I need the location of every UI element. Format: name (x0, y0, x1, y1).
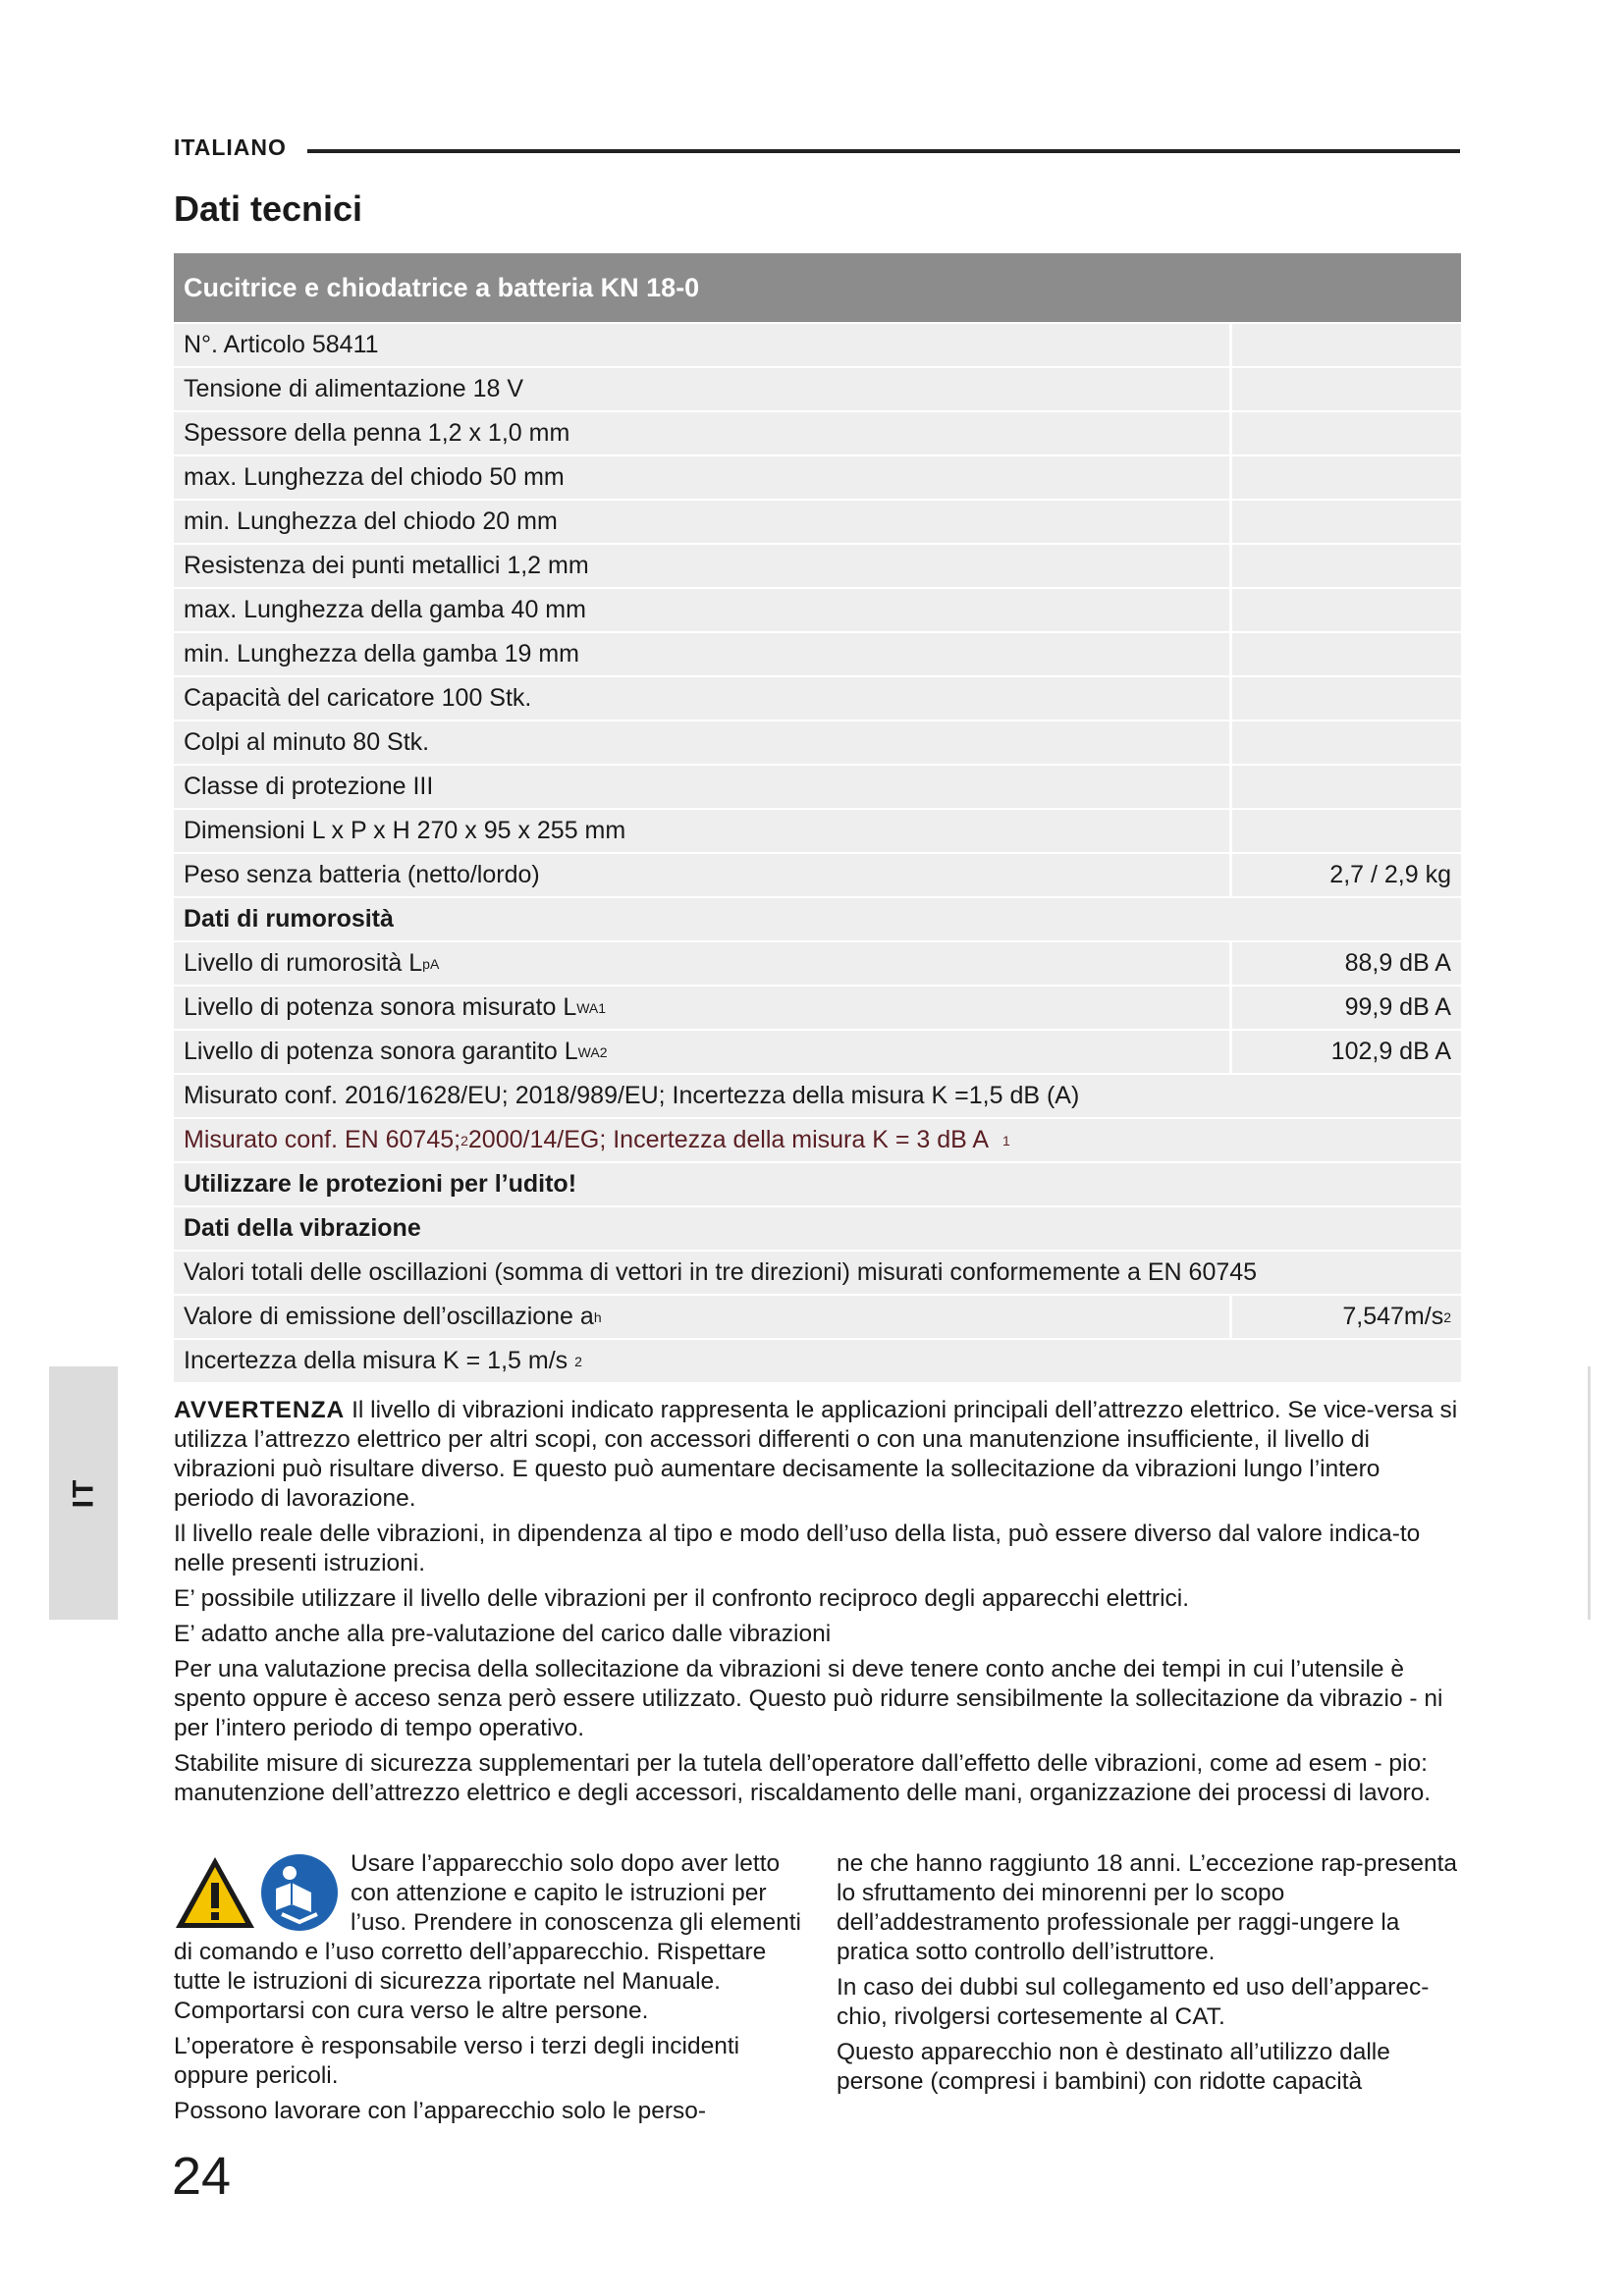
noise-note (174, 1119, 1461, 1161)
row-value (1232, 677, 1461, 720)
header-rule (307, 149, 1460, 153)
noise-heading: Dati di rumorosità (174, 898, 1461, 940)
noise-note-text: 2000/14/EG; Incertezza della misura K = 3 dB A (467, 1126, 990, 1153)
page-title: Dati tecnici (174, 188, 363, 229)
row-value-unit: m/s (1403, 1303, 1444, 1330)
row-label (174, 1031, 1229, 1073)
row-label: max. Lunghezza del chiodo 50 mm (174, 456, 1229, 499)
page-number: 24 (172, 2147, 232, 2206)
right-paragraph: In caso dei dubbi sul collegamento ed uso dell’apparec-chio, rivolgersi cortesemente al CAT. (837, 1974, 1430, 2030)
hearing-warning-row (174, 1163, 1461, 1207)
row-label: Classe di protezione III (174, 766, 1229, 808)
vibration-note-row (174, 1252, 1461, 1296)
spec-table (174, 253, 1461, 1384)
row-label: Peso senza batteria (netto/lordo) (174, 854, 1229, 896)
warning-paragraph: Il livello reale delle vibrazioni, in dipendenza al tipo e modo dell’uso della lista, può essere diverso dal valore indica-to nelle presenti istruzioni. (174, 1521, 1421, 1576)
table-row (174, 766, 1461, 810)
hearing-warning: Utilizzare le protezioni per l’udito! (174, 1163, 1461, 1205)
left-paragraph: Possono lavorare con l’apparecchio solo le perso- (174, 2098, 707, 2124)
row-label: Tensione di alimentazione 18 V (174, 368, 1229, 410)
row-value (1232, 545, 1461, 587)
noise-heading-row (174, 898, 1461, 942)
vibration-uncertainty-row (174, 1340, 1461, 1384)
row-label-text: Livello di potenza sonora misurato L (184, 993, 577, 1021)
table-row (174, 810, 1461, 854)
safety-icons (174, 1853, 341, 1934)
row-value (1232, 633, 1461, 675)
row-value (1232, 324, 1461, 366)
row-label: Dimensioni L x P x H 270 x 95 x 255 mm (174, 810, 1229, 852)
row-value: 99,9 dB A (1232, 987, 1461, 1029)
row-value-sup: 2 (1443, 1308, 1451, 1325)
left-paragraph: L’operatore è responsabile verso i terzi degli incidenti oppure pericoli. (174, 2033, 740, 2089)
header-language: ITALIANO (174, 134, 287, 160)
vibration-uncertainty-sup: 2 (574, 1353, 582, 1369)
table-row (174, 545, 1461, 589)
vibration-uncertainty-text: Incertezza della misura K = 1,5 m/s (184, 1347, 568, 1374)
noise-note-row (174, 1075, 1461, 1119)
row-value (1232, 766, 1461, 808)
row-label: Resistenza dei punti metallici 1,2 mm (174, 545, 1229, 587)
row-label-sub: pA (422, 955, 440, 972)
noise-note-sup: 2 (460, 1132, 468, 1148)
row-label-sup: 2 (599, 1043, 608, 1060)
left-paragraph: Usare l’apparecchio solo dopo aver letto con attenzione e capito le istruzioni per l’uso. Prendere in conoscenza gli elementi di comando e l’uso corretto dell’apparecchio. Rispettare tutte le istruzioni di sicurezza riportate nel Manuale. Comportarsi con cura verso le altre persone. (174, 1850, 801, 2024)
row-label: max. Lunghezza della gamba 40 mm (174, 589, 1229, 631)
side-divider (1588, 1366, 1591, 1620)
table-row (174, 589, 1461, 633)
warning-text: Il livello di vibrazioni indicato rappresenta le applicazioni principali dell’attrezzo elettrico. Se vice-versa si utilizza l’attrezzo elettrico per altri scopi, con accessori differenti o con una manutenzione insufficiente, il livello di vibrazioni può risultare diverso. E questo può aumentare decisamente la sollecitazione da vibrazioni lungo l’intero periodo di lavorazione. (174, 1397, 1458, 1512)
row-label-sub: WA (576, 999, 599, 1016)
warning-paragraph: Stabilite misure di sicurezza supplementari per la tutela dell’operatore dall’effetto delle vibrazioni, come ad esem - pio: manutenzione dell’attrezzo elettrico e degli accessori, riscaldamento delle mani, organizzazione dei processi di lavoro. (174, 1750, 1432, 1806)
row-label-sup: 1 (598, 999, 607, 1016)
warning-keyword: AVVERTENZA (174, 1397, 346, 1423)
row-value (1232, 1296, 1461, 1338)
row-value-number: 7,547 (1342, 1303, 1404, 1330)
row-label: min. Lunghezza della gamba 19 mm (174, 633, 1229, 675)
row-value (1232, 589, 1461, 631)
side-tab-label: IT (66, 1477, 99, 1509)
row-label: min. Lunghezza del chiodo 20 mm (174, 501, 1229, 543)
row-value (1232, 456, 1461, 499)
table-row (174, 1296, 1461, 1340)
noise-note-text: Misurato conf. EN 60745; (184, 1126, 461, 1153)
noise-note-row (174, 1119, 1461, 1163)
table-row (174, 987, 1461, 1031)
row-value (1232, 412, 1461, 454)
vibration-heading-row (174, 1207, 1461, 1252)
row-label: Capacità del caricatore 100 Stk. (174, 677, 1229, 720)
language-side-tab (49, 1366, 118, 1620)
table-row (174, 721, 1461, 766)
row-value (1232, 368, 1461, 410)
table-row (174, 854, 1461, 898)
row-value (1232, 721, 1461, 764)
warning-paragraph: E’ possibile utilizzare il livello delle vibrazioni per il confronto reciproco degli apparecchi elettrici. (174, 1585, 1190, 1612)
warning-paragraph: E’ adatto anche alla pre-valutazione del carico dalle vibrazioni (174, 1621, 832, 1647)
table-row (174, 368, 1461, 412)
warning-triangle-icon (176, 1857, 254, 1928)
row-label-text: Valore di emissione dell’oscillazione a (184, 1303, 594, 1330)
warning-paragraph: Per una valutazione precisa della sollecitazione da vibrazioni si deve tenere conto anche dei tempi in cui l’utensile è spento oppure è acceso senza però essere utilizzato. Questo può ridurre sensibilmente la sollecitazione da vibrazio - ni per l’intero periodo di tempo operativo. (174, 1656, 1443, 1741)
row-label (174, 942, 1229, 985)
warning-paragraph (174, 1396, 1460, 1514)
row-label (174, 987, 1229, 1029)
left-column (174, 1849, 802, 2132)
table-row (174, 1031, 1461, 1075)
noise-note: Misurato conf. 2016/1628/EU; 2018/989/EU; Incertezza della misura K =1,5 dB (A) (174, 1075, 1461, 1117)
vibration-heading: Dati della vibrazione (174, 1207, 1461, 1250)
table-row (174, 412, 1461, 456)
vibration-note: Valori totali delle oscillazioni (somma di vettori in tre direzioni) misurati conformemente a EN 60745 (174, 1252, 1461, 1294)
right-paragraph: Questo apparecchio non è destinato all’utilizzo dalle persone (compresi i bambini) con ridotte capacità (837, 2039, 1390, 2095)
table-row (174, 501, 1461, 545)
vibration-uncertainty (174, 1340, 1461, 1382)
table-row (174, 942, 1461, 987)
row-value: 88,9 dB A (1232, 942, 1461, 985)
row-label: N°. Articolo 58411 (174, 324, 1229, 366)
table-row (174, 456, 1461, 501)
noise-note-sup: 1 (1001, 1132, 1010, 1148)
read-manual-icon (261, 1854, 338, 1931)
table-row (174, 677, 1461, 721)
row-label-sub: h (593, 1308, 602, 1325)
table-row (174, 324, 1461, 368)
right-paragraph: ne che hanno raggiunto 18 anni. L’eccezione rap-presenta lo sfruttamento dei minorenni per lo scopo dell’addestramento professionale per raggi-ungere la pratica sotto controllo dell’istruttore. (837, 1850, 1458, 1965)
safety-icons-graphic (174, 1853, 341, 1934)
row-label-sub: WA (577, 1043, 600, 1060)
row-value: 2,7 / 2,9 kg (1232, 854, 1461, 896)
row-value (1232, 810, 1461, 852)
row-label: Colpi al minuto 80 Stk. (174, 721, 1229, 764)
row-value (1232, 501, 1461, 543)
table-heading: Cucitrice e chiodatrice a batteria KN 18-0 (174, 253, 1461, 324)
row-value: 102,9 dB A (1232, 1031, 1461, 1073)
row-label-text: Livello di potenza sonora garantito L (184, 1038, 578, 1065)
row-label-text: Livello di rumorosità L (184, 949, 423, 977)
right-column (837, 1849, 1461, 2103)
row-label: Spessore della penna 1,2 x 1,0 mm (174, 412, 1229, 454)
row-label (174, 1296, 1229, 1338)
warning-section (174, 1396, 1460, 1814)
table-row (174, 633, 1461, 677)
